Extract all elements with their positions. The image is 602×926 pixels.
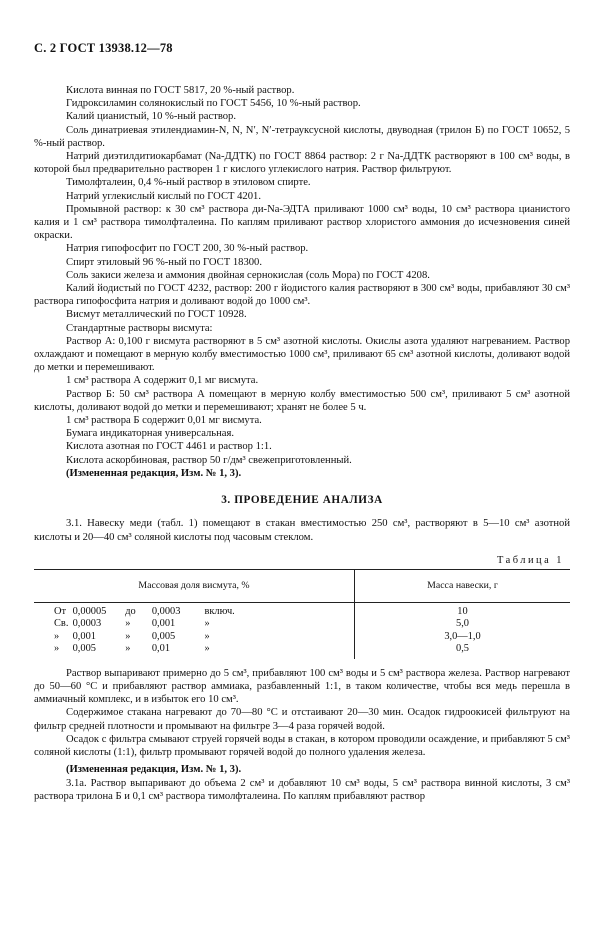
table-cell-mass: 5,0: [456, 618, 469, 630]
reagent-paragraph: Кислота аскорбиновая, раствор 50 г/дм³ свежеприготовленный.: [66, 454, 352, 466]
table-row: [34, 602, 570, 618]
range-to: 0,005: [151, 630, 176, 642]
reagent-paragraph: Калий цианистый, 10 %-ный раствор.: [66, 111, 236, 123]
range-from: 0,005: [72, 643, 96, 655]
sample-mass-table: [34, 569, 570, 659]
range-separator: до: [125, 605, 136, 617]
range-to: 0,0003: [151, 605, 181, 617]
range-suffix: »: [204, 643, 210, 655]
reagent-paragraph: Кислота винная по ГОСТ 5817, 20 %-ный раствор.: [66, 85, 295, 96]
range-prefix: От: [54, 605, 67, 617]
reagent-paragraph: Натрий диэтилдитиокарбамат (Na-ДДТК) по ГОСТ 8864 раствор: 2 г Na-ДДТК растворяют в 100 см³ воды, в которой был предварительно растворен 1 г кислого углекислого натрия. Раствор фильтруют.: [34, 151, 570, 176]
table-title: Таблица 1: [497, 554, 564, 566]
table-header-row: [34, 569, 570, 602]
range-from: 0,00005: [72, 605, 107, 617]
reagent-paragraph: 1 см³ раствора Б содержит 0,01 мг висмута.: [66, 415, 262, 427]
reagent-paragraph: Спирт этиловый 96 %-ный по ГОСТ 18300.: [66, 256, 262, 268]
table-row: [34, 631, 570, 644]
reagent-list: [34, 84, 570, 480]
range-suffix: »: [204, 630, 210, 642]
reagent-paragraph: Натрий углекислый кислый по ГОСТ 4201.: [66, 190, 261, 202]
table-cell-mass: 10: [457, 605, 468, 617]
procedure-text: [34, 667, 570, 803]
reagent-paragraph: Раствор А: 0,100 г висмута растворяют в 5 см³ азотной кислоты. Окислы азота удаляют нагреванием. Раствор охлаждают и помещают в мерную колбу вместимостью 1000 см³, приливают 65 см³ азотной кислоты, доливают водой до метки и перемешивают.: [34, 335, 570, 374]
reagent-paragraph: Тимолфталеин, 0,4 %-ный раствор в этиловом спирте.: [66, 177, 311, 189]
reagent-paragraph: 1 см³ раствора А содержит 0,1 мг висмута.: [66, 375, 259, 387]
section-title: 3. ПРОВЕДЕНИЕ АНАЛИЗА: [221, 494, 383, 507]
range-prefix: »: [54, 630, 60, 642]
range-suffix: »: [204, 618, 210, 630]
reagent-paragraph: Калий йодистый по ГОСТ 4232, раствор: 200 г йодистого калия растворяют в 300 см³ воды, прибавляют 30 см³ раствора гипофосфита натрия и доливают водой до 1000 см³.: [34, 283, 570, 308]
table-cell-range: [34, 631, 355, 644]
range-suffix: включ.: [204, 605, 235, 617]
reagent-paragraph: Висмут металлический по ГОСТ 10928.: [66, 309, 247, 321]
range-to: 0,001: [151, 618, 176, 630]
range-prefix: »: [54, 643, 60, 655]
range-to: 0,01: [151, 643, 171, 655]
table-header-sample-mass: Масса навески, г: [355, 569, 571, 602]
reagent-paragraph: Гидроксиламин солянокислый по ГОСТ 5456, 10 %-ный раствор.: [66, 98, 361, 110]
range-prefix: Св.: [54, 618, 69, 630]
range-separator: »: [125, 630, 131, 642]
table-cell-range: [34, 618, 355, 631]
revision-note: (Измененная редакция, Изм. № 1, 3).: [66, 467, 242, 479]
range-separator: »: [125, 643, 131, 655]
reagent-paragraph: Раствор Б: 50 см³ раствора А помещают в мерную колбу вместимостью 500 см³, приливают 5 см³ азотной кислоты, доливают водой до метки и перемешивают; хранят не более 5 ч.: [34, 388, 570, 413]
reagent-paragraph: Соль динатриевая этилендиамин-N, N, N′, N′-тетрауксусной кислоты, двуводная (трилон Б) по ГОСТ 10652, 5 %-ный раствор.: [34, 124, 570, 149]
range-separator: »: [125, 618, 131, 630]
procedure-paragraph: Содержимое стакана нагревают до 70—80 °C и отстаивают 20—30 мин. Осадок гидроокисей фильтруют на фильтр средней плотности и промывают на фильтре 3—4 раза горячей водой.: [34, 707, 570, 732]
clause-3-1a: 3.1а. Раствор выпаривают до объема 2 см³ и добавляют 10 см³ воды, 5 см³ раствора винной кислоты, 3 см³ раствора трилона Б и 0,1 см³ раствора тимолфталеина. По каплям прибавляют раствор: [34, 777, 570, 802]
table-cell-range: [34, 602, 355, 618]
reagent-paragraph: Натрия гипофосфит по ГОСТ 200, 30 %-ный раствор.: [66, 243, 309, 255]
table-cell-mass: 0,5: [456, 643, 469, 655]
procedure-paragraph: Раствор выпаривают примерно до 5 см³, прибавляют 100 см³ воды и 5 см³ раствора железа. Раствор нагревают до 50—60 °C и прибавляют раствор аммиака, разбавленный 1:1, в таком количестве, чтобы вся медь перешла в аммиачный комплекс, и в избыток его 10 см³.: [34, 667, 570, 706]
table-header-bismuth-fraction: Массовая доля висмута, %: [34, 569, 355, 602]
clause-3-1: 3.1. Навеску меди (табл. 1) помещают в стакан вместимостью 250 см³, растворяют в 5—10 см³ азотной кислоты и 20—40 см³ соляной кислоты под часовым стеклом.: [34, 518, 570, 543]
revision-note: (Измененная редакция, Изм. № 1, 3).: [66, 764, 242, 776]
table-cell-mass: 3,0—1,0: [444, 630, 481, 642]
page-header: С. 2 ГОСТ 13938.12—78: [34, 41, 173, 55]
table-row: [34, 618, 570, 631]
table-row: [34, 643, 570, 659]
reagent-paragraph: Соль закиси железа и аммония двойная сернокислая (соль Мора) по ГОСТ 4208.: [66, 269, 430, 281]
range-from: 0,001: [72, 630, 96, 642]
procedure-paragraph: Осадок с фильтра смывают струей горячей воды в стакан, в котором проводили осаждение, и прибавляют 5 см³ соляной кислоты (1:1), фильтр промывают горячей водой до полного удаления железа.: [34, 733, 570, 759]
document-body: [34, 84, 570, 803]
reagent-paragraph: Кислота азотная по ГОСТ 4461 и раствор 1:1.: [66, 441, 272, 453]
range-from: 0,0003: [72, 618, 102, 630]
reagent-paragraph: Стандартные растворы висмута:: [66, 322, 213, 334]
table-cell-range: [34, 643, 355, 659]
reagent-paragraph: Промывной раствор: к 30 см³ раствора ди-Na-ЭДТА приливают 1000 см³ воды, 10 см³ раствора цианистого калия и 1 см³ раствора тимолфталеина. По каплям приливают раствор хлористого аммония до исчезновения синей окраски.: [34, 203, 570, 242]
reagent-paragraph: Бумага индикаторная универсальная.: [66, 428, 235, 440]
